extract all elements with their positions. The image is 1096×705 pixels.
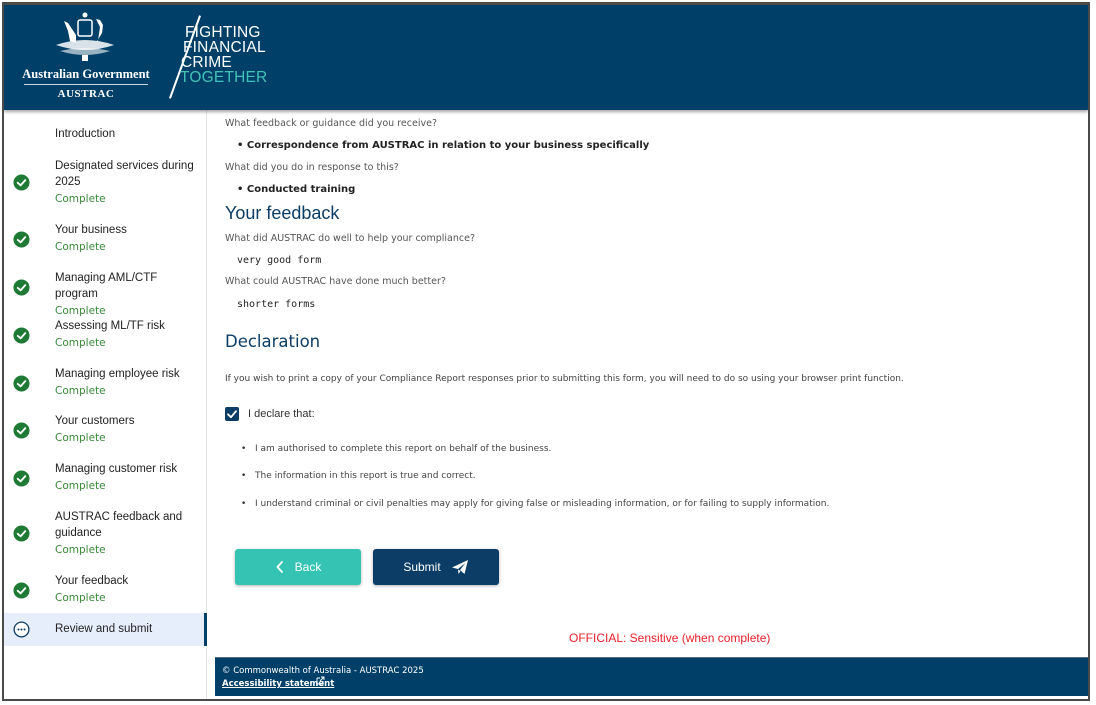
- tagline-line-4: TOGETHER: [180, 69, 268, 86]
- sidebar-item-review-and-submit[interactable]: [4, 613, 207, 646]
- feedback-answer-1: very good form: [237, 255, 322, 266]
- sidebar-item-label: Designated services during 2025: [55, 160, 194, 188]
- sidebar-item-austrac-feedback[interactable]: [4, 509, 207, 559]
- sidebar-item-label: Managing employee risk: [55, 368, 180, 380]
- sidebar-item-label: Review and submit: [55, 623, 153, 635]
- guidance-question-1: What feedback or guidance did you receive?: [225, 118, 437, 129]
- sidebar-item-label: Managing customer risk: [55, 463, 178, 475]
- accessibility-statement-link[interactable]: Accessibility statement: [222, 679, 335, 689]
- main-content: [209, 110, 1088, 701]
- copyright-text: © Commonwealth of Australia - AUSTRAC 2025: [222, 666, 424, 676]
- declaration-checkbox[interactable]: [225, 407, 239, 421]
- back-button-label: Back: [294, 560, 322, 574]
- submit-button[interactable]: [373, 549, 499, 585]
- sidebar-item-your-feedback[interactable]: [4, 573, 207, 607]
- print-note: If you wish to print a copy of your Compliance Report responses prior to submitting this form, you will need to do so using your browser print function.: [225, 374, 904, 384]
- check-circle-icon: [13, 525, 30, 542]
- feedback-question-2: What could AUSTRAC have done much better?: [225, 276, 446, 287]
- sidebar-item-label: Your business: [55, 224, 127, 236]
- check-circle-icon: [13, 327, 30, 344]
- australian-government-logo[interactable]: [18, 9, 158, 104]
- status-complete: Complete: [55, 432, 106, 444]
- declaration-point: • I understand criminal or civil penalties may apply for giving false or misleading information, or for failing to supply information.: [245, 499, 829, 509]
- sidebar-item-label: Assessing ML/TF risk: [55, 320, 165, 332]
- sidebar-item-designated-services[interactable]: [4, 158, 207, 208]
- sidebar-item-employee-risk[interactable]: [4, 366, 207, 400]
- check-circle-icon: [13, 279, 30, 296]
- sidebar-item-assessing-ml-tf[interactable]: [4, 318, 207, 352]
- status-complete: Complete: [55, 305, 106, 317]
- sidebar-item-label: Your feedback: [55, 575, 129, 587]
- submit-button-label: Submit: [403, 560, 441, 574]
- declaration-heading: Declaration: [225, 332, 321, 351]
- paper-plane-icon: [451, 559, 469, 575]
- page-frame: [2, 2, 1090, 701]
- tagline-line-1: FIGHTING: [185, 24, 261, 41]
- sidebar-item-introduction[interactable]: [4, 124, 207, 144]
- your-feedback-heading: Your feedback: [225, 203, 340, 223]
- check-circle-icon: [13, 582, 30, 599]
- site-footer: [215, 657, 1090, 696]
- sidebar-item-label: Your customers: [55, 415, 135, 427]
- check-circle-icon: [13, 174, 30, 191]
- sidebar-item-managing-aml-ctf[interactable]: [4, 270, 207, 317]
- declaration-point: • The information in this report is true and correct.: [245, 471, 476, 481]
- logo-divider: [24, 84, 148, 85]
- coat-of-arms-icon: [50, 11, 120, 63]
- feedback-question-1: What did AUSTRAC do well to help your compliance?: [225, 233, 476, 244]
- chevron-left-icon: [275, 560, 285, 574]
- guidance-answer-2: • Conducted training: [237, 184, 356, 195]
- tagline-line-3: CRIME: [181, 54, 232, 71]
- classification-label: OFFICIAL: Sensitive (when complete): [569, 631, 771, 645]
- sidebar-item-label: Introduction: [55, 128, 116, 140]
- status-complete: Complete: [55, 544, 106, 556]
- checkmark-icon: [225, 407, 239, 421]
- sidebar-item-label: AUSTRAC feedback and guidance: [55, 511, 183, 539]
- check-circle-icon: [13, 422, 30, 439]
- sidebar-item-your-business[interactable]: [4, 222, 207, 256]
- more-circle-icon: [13, 621, 30, 638]
- status-complete: Complete: [55, 193, 106, 205]
- sidebar-item-label: Managing AML/CTF program: [55, 272, 158, 300]
- site-header: [4, 5, 1088, 110]
- external-link-icon: [316, 676, 325, 685]
- declaration-point: • I am authorised to complete this report on behalf of the business.: [245, 444, 551, 454]
- agency-name: AUSTRAC: [57, 88, 115, 100]
- feedback-answer-2: shorter forms: [237, 299, 316, 310]
- guidance-question-2: What did you do in response to this?: [225, 162, 399, 173]
- progress-sidebar: [4, 110, 207, 701]
- check-circle-icon: [13, 470, 30, 487]
- tagline-logo: [164, 11, 284, 103]
- government-name: Australian Government: [22, 67, 150, 81]
- status-complete: Complete: [55, 592, 106, 604]
- status-complete: Complete: [55, 241, 106, 253]
- back-button[interactable]: [235, 549, 361, 585]
- check-circle-icon: [13, 375, 30, 392]
- sidebar-item-customer-risk[interactable]: [4, 461, 207, 495]
- status-complete: Complete: [55, 337, 106, 349]
- status-complete: Complete: [55, 385, 106, 397]
- tagline-line-2: FINANCIAL: [183, 39, 266, 56]
- status-complete: Complete: [55, 480, 106, 492]
- declaration-checkbox-label[interactable]: I declare that:: [248, 408, 315, 420]
- check-circle-icon: [13, 231, 30, 248]
- guidance-answer-1: • Correspondence from AUSTRAC in relation to your business specifically: [237, 140, 650, 151]
- sidebar-item-your-customers[interactable]: [4, 413, 207, 447]
